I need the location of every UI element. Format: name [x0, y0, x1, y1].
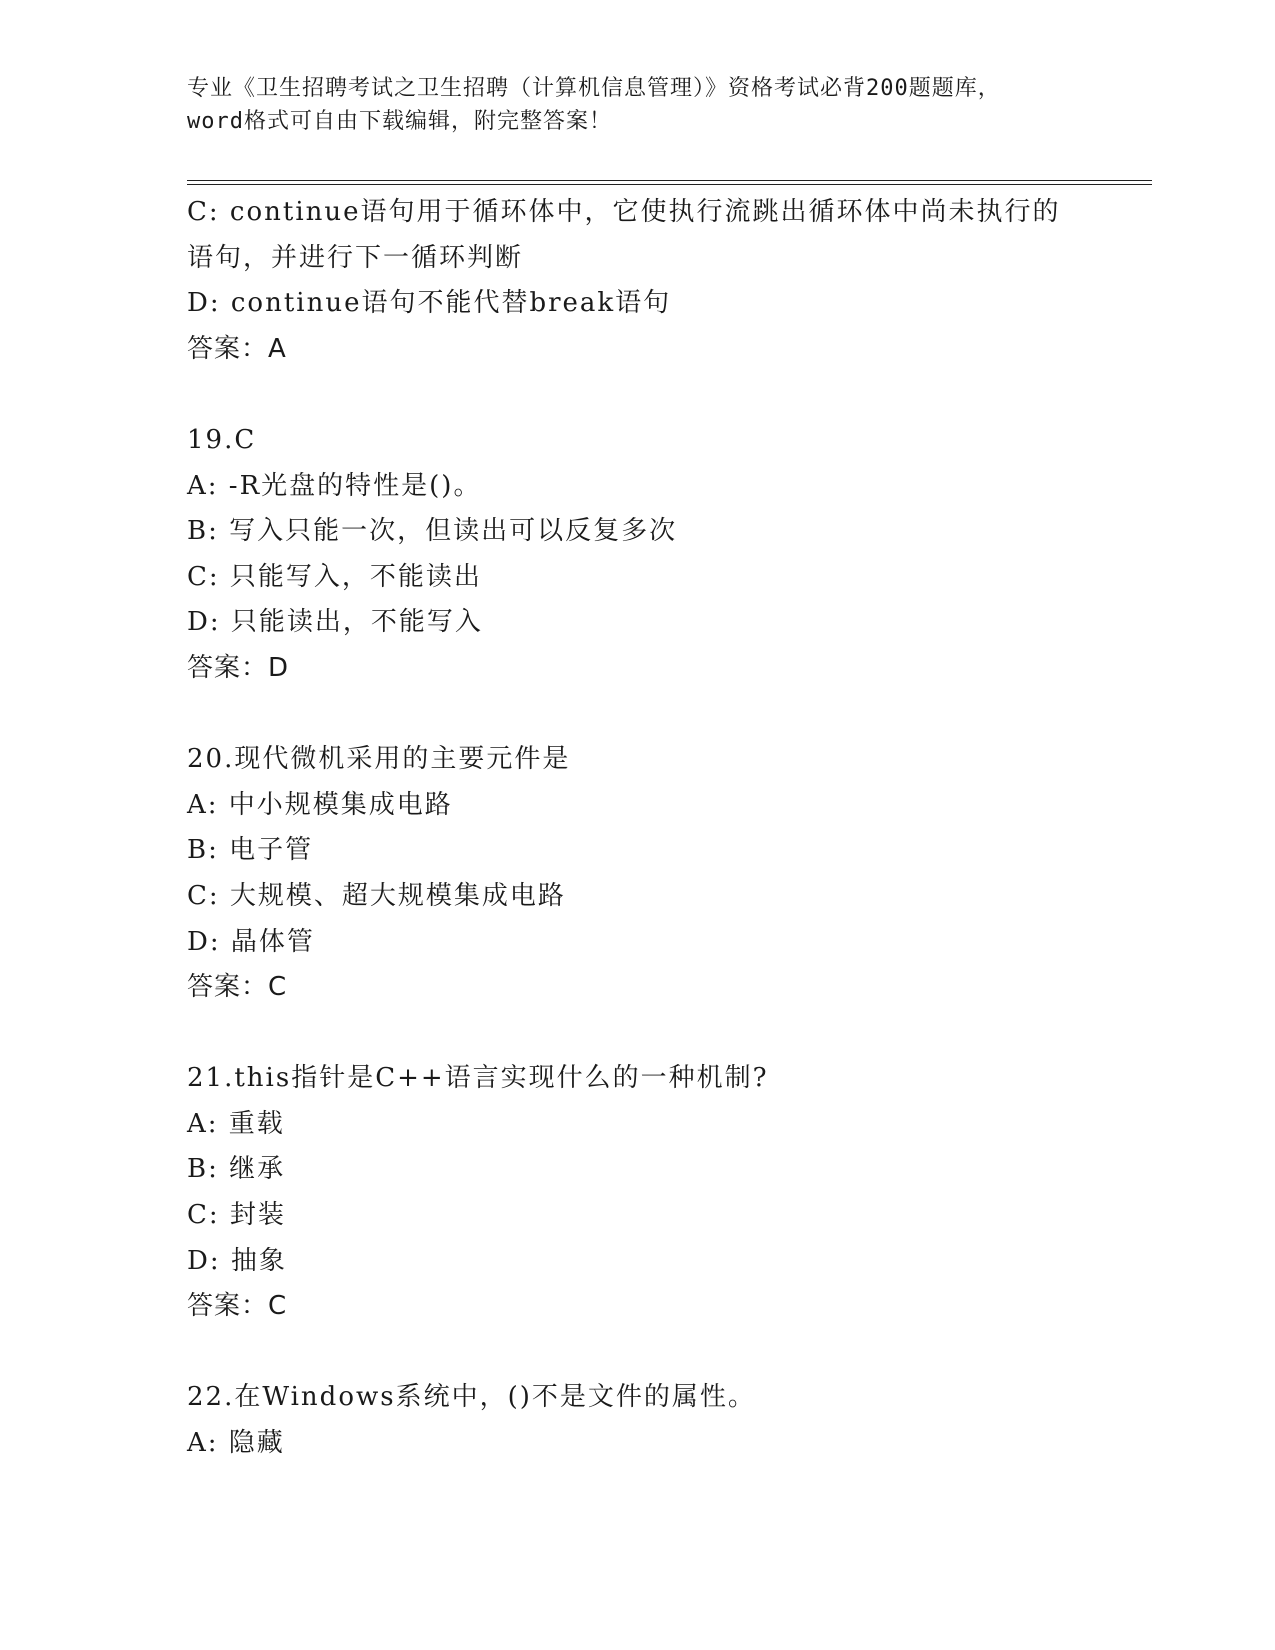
option-c-continued: 语句，并进行下一循环判断	[187, 242, 524, 273]
option-d: D: 晶体管	[187, 926, 315, 957]
question-title: 20.现代微机采用的主要元件是	[187, 744, 571, 775]
question-19	[187, 418, 1087, 692]
option-c: C: 大规模、超大规模集成电路	[187, 880, 566, 911]
option-a: A: 重载	[187, 1108, 285, 1139]
spacer	[187, 372, 1087, 418]
question-title: 22.在Windows系统中，()不是文件的属性。	[187, 1382, 756, 1413]
option-c: C: continue语句用于循环体中，它使执行流跳出循环体中尚未执行的	[187, 197, 1061, 227]
spacer	[187, 1330, 1087, 1376]
question-21	[187, 1056, 1087, 1330]
question-title: 19.C	[187, 424, 257, 455]
question-22	[187, 1375, 1087, 1466]
option-a: A: -R光盘的特性是()。	[187, 470, 482, 501]
option-c: C: 只能写入，不能读出	[187, 561, 482, 592]
question-title: 21.this指针是C++语言实现什么的一种机制?	[187, 1063, 769, 1094]
option-d: D: 抽象	[187, 1245, 287, 1276]
question-20	[187, 737, 1087, 1011]
header-line-1: 专业《卫生招聘考试之卫生招聘（计算机信息管理）》资格考试必背200题题库，	[187, 76, 1001, 101]
option-a: A: 中小规模集成电路	[187, 789, 453, 820]
answer: 答案：D	[187, 652, 290, 683]
question-18	[187, 190, 1087, 372]
option-d: D: continue语句不能代替break语句	[187, 288, 672, 319]
option-a: A: 隐藏	[187, 1428, 285, 1459]
spacer	[187, 1011, 1087, 1057]
spacer	[187, 692, 1087, 738]
option-d: D: 只能读出，不能写入	[187, 607, 483, 638]
answer: 答案：C	[187, 1291, 288, 1322]
option-c: C: 封装	[187, 1200, 286, 1231]
question-list	[187, 190, 1087, 1467]
option-b: B: 写入只能一次，但读出可以反复多次	[187, 516, 678, 547]
header-divider-bottom	[187, 184, 1152, 185]
answer: 答案：A	[187, 333, 287, 364]
option-b: B: 继承	[187, 1154, 286, 1185]
header-line-2: word格式可自由下载编辑，附完整答案！	[187, 109, 612, 134]
header-divider-top	[187, 180, 1152, 181]
option-b: B: 电子管	[187, 835, 314, 866]
answer: 答案：C	[187, 972, 288, 1003]
document-header	[187, 72, 1087, 138]
